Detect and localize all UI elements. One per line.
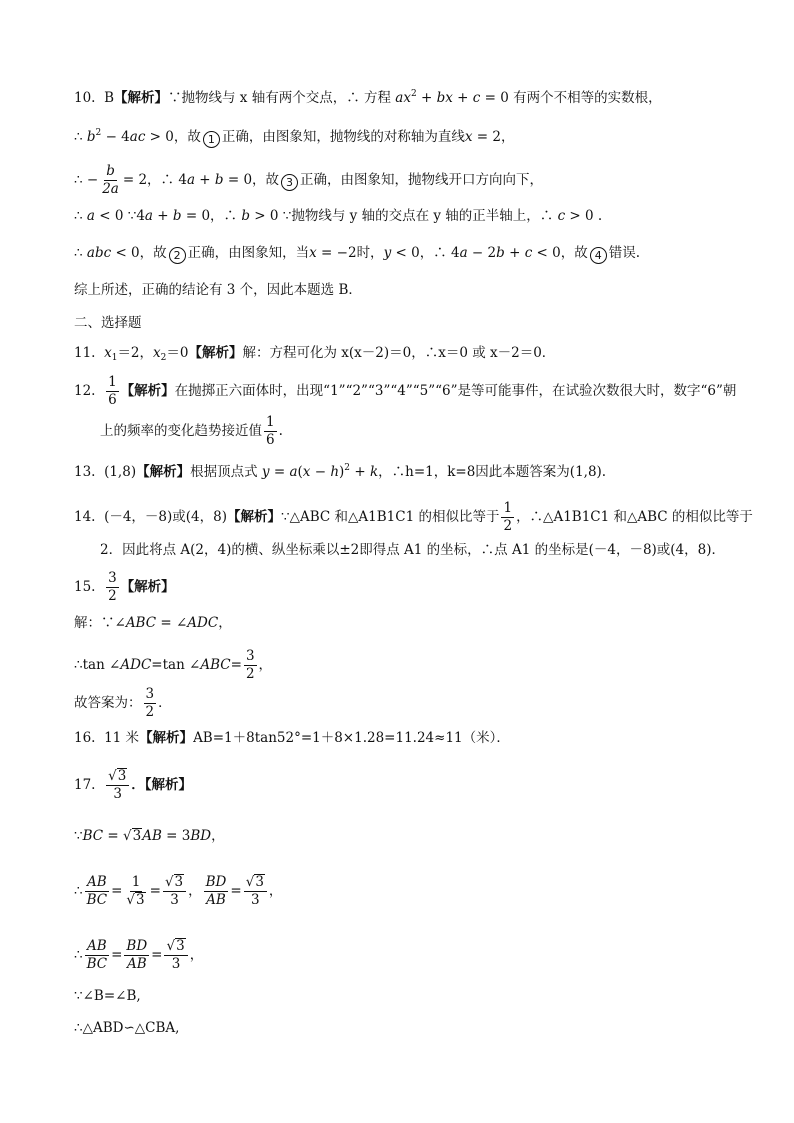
item14-line2: 2．因此将点 A(2，4)的横、纵坐标乘以±2即得点 A1 的坐标，∴点 A1 的坐标是(－4，－8)或(4，8)． (100, 542, 726, 558)
item10-summary: 综上所述，正确的结论有 3 个，因此本题选 B． (74, 282, 362, 298)
item13: 13. (1,8)【解析】根据顶点式 $y = a(x - h)^2 + k$，∴h=1，k=8因此本题答案为(1,8). (74, 463, 607, 480)
item12-line1: 12. $\frac{1}{6}$ 【解析】在抛掷正六面体时，出现“1”“2”“3”“4”“5”“6”是等可能事件，在试验次数很大时，数字“6”朝 (74, 374, 737, 408)
circled-number-4: 4 (590, 247, 607, 264)
item17-line3: ∴ $\frac{AB}{BC}$ = $\frac{1}{√3}$ = $\frac{√3}{3}$ ， $\frac{BD}{AB}$ = $\frac{√3}{3}$ ， (74, 874, 283, 908)
item10-line5: ∴ abc < 0，故 2 正确，由图象知，当x = −2时，y < 0，∴ 4a − 2b + c < 0，故 4 错误. (74, 245, 641, 262)
item12-line2: 上的频率的变化趋势接近值 $\frac{1}{6}$ . (100, 414, 283, 448)
item15-line3: ∴tan ∠ADC=tan ∠ABC= $\frac{3}{2}$ ， (74, 648, 273, 682)
item17-line5: ∵∠B=∠B, (74, 988, 141, 1004)
circled-number-1: 1 (203, 131, 220, 148)
item15-line2: 解：∵∠ABC = ∠ADC， (74, 615, 232, 631)
item17-line2: ∵BC = √3AB = 3BD， (74, 828, 225, 844)
item14-line1: 14. (－4，－8)或(4，8)【解析】∵△ABC 和△A1B1C1 的相似比等于 $\frac{1}{2}$ ，∴△A1B1C1 和△ABC 的相似比等于 (74, 500, 753, 534)
item16: 16. 11 米【解析】AB=1＋8tan52°=1＋8×1.28=11.24≈11（米）． (74, 730, 510, 746)
item11: 11. $x_1=2$，$x_2=0$【解析】解：方程可化为 x(x－2)＝0，∴x＝0 或 x－2＝0． (74, 345, 556, 363)
item17-line1: 17. $\frac{√3}{3}$ ．【解析】 (74, 768, 193, 802)
item10-line2: ∴ $b^2 - 4ac > 0$，故 1 正确，由图象知，抛物线的对称轴为直线x = 2， (74, 128, 515, 146)
item10-line3: ∴ − $\frac{b}{2a}$ = 2，∴ 4a + b = 0，故 3 正确，由图象知，抛物线开口方向向下， (74, 163, 544, 197)
item10-line1: 10. B【解析】∵抛物线与 x 轴有两个交点，∴ 方程 $ax^2$ + bx + c = 0 有两个不相等的实数根， (74, 89, 662, 106)
circled-number-3: 3 (281, 174, 298, 191)
item17-line4: ∴ $\frac{AB}{BC}$ = $\frac{BD}{AB}$ = $\frac{√3}{3}$ ， (74, 938, 204, 972)
item17-line6: ∴△ABD∽△CBA, (74, 1020, 180, 1036)
circled-number-2: 2 (169, 247, 186, 264)
section-title: 二、选择题 (74, 315, 142, 331)
item15-line1: 15. $\frac{3}{2}$ 【解析】 (74, 570, 175, 604)
item10-line4: ∴ a < 0 ∵4a + b = 0，∴ b > 0 ∵抛物线与 y 轴的交点在 y 轴的正半轴上，∴ c > 0 . (74, 208, 603, 224)
item15-answer: 故答案为： $\frac{3}{2}$ ． (74, 686, 172, 720)
